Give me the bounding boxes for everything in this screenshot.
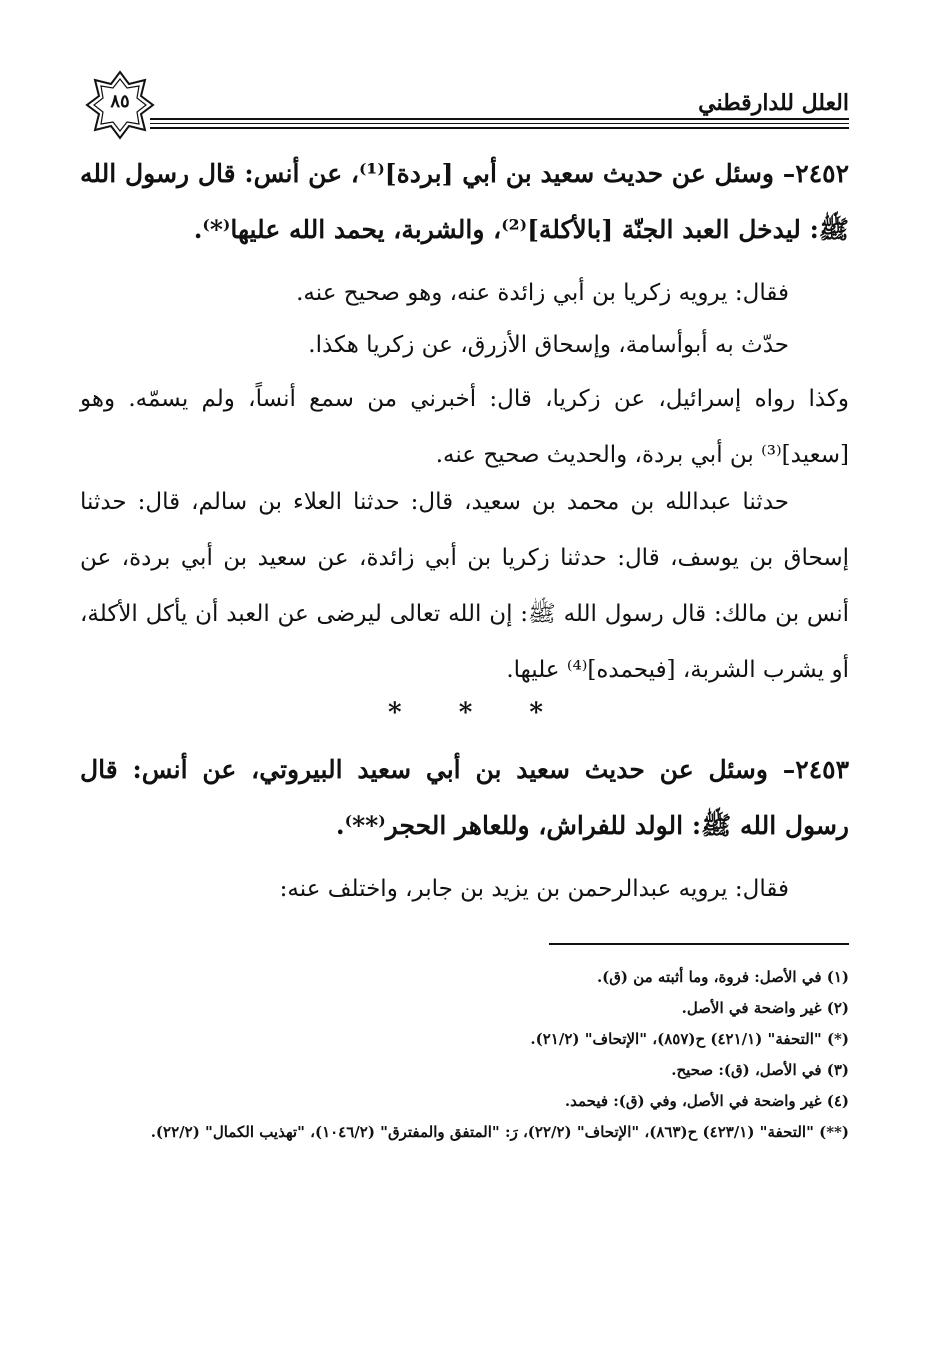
footnote: (**) "التحفة" (٤٢٣/١) ح(٨٦٣)، "الإتحاف" (٢٢/٢)، رَ: "المتفق والمفترق" (١٠٤٦/٢)، "تهذيب الكمال" (٢٢/٢). [150, 1123, 849, 1141]
footnote: (٢) غير واضحة في الأصل. [681, 999, 849, 1017]
paragraph: فقال: يرويه زكريا بن أبي زائدة عنه، وهو صحيح عنه. [296, 280, 789, 306]
footnote: (٤) غير واضحة في الأصل، وفي (ق): فيحمد. [564, 1092, 849, 1110]
paragraph: وكذا رواه إسرائيل، عن زكريا، قال: أخبرني من سمع أنساً، ولم يسمّه. وهو [سعيد]⁽³⁾ بن أبي بردة، والحديث صحيح عنه. [80, 386, 849, 468]
section-separator: * * * [388, 698, 543, 728]
entry-heading-2453: ٢٤٥٣– وسئل عن حديث سعيد بن أبي سعيد البيروتي، عن أنس: قال رسول الله ﷺ: الولد للفراش، وللعاهر الحجر⁽**⁾. [80, 755, 849, 840]
paragraph: حدّث به أبوأسامة، وإسحاق الأزرق، عن زكريا هكذا. [308, 332, 789, 358]
page-number: ٨٥ [110, 91, 130, 112]
footnote-rule [549, 943, 849, 945]
header-rule [150, 123, 849, 124]
footnote: (*) "التحفة" (٤٢١/١) ح(٨٥٧)، "الإتحاف" (٢١/٢). [530, 1030, 849, 1048]
footnotes [80, 962, 849, 1148]
footnote: (١) في الأصل: فروة، وما أثبته من (ق). [596, 968, 849, 986]
running-header-title: العلل للدارقطني [698, 90, 849, 116]
paragraph: فقال: يرويه عبدالرحمن بن يزيد بن جابر، واختلف عنه: [279, 876, 789, 902]
footnote: (٣) في الأصل، (ق): صحيح. [671, 1061, 849, 1079]
paragraph: حدثنا عبدالله بن محمد بن سعيد، قال: حدثنا العلاء بن سالم، قال: حدثنا إسحاق بن يوسف، قال: حدثنا زكريا بن أبي زائدة، عن سعيد بن أبي بردة، عن أنس بن مالك: قال رسول الله ﷺ: إن الله تعالى ليرضى عن العبد أن يأكل الأكلة، أو يشرب الشربة، [فيحمده]⁽⁴⁾ عليها. [80, 489, 849, 683]
header-rule [150, 118, 849, 120]
entry-heading-2452: ٢٤٥٢– وسئل عن حديث سعيد بن أبي [بردة]⁽¹⁾، عن أنس: قال رسول الله ﷺ: ليدخل العبد الجنّة [بالأكلة]⁽²⁾، والشربة، يحمد الله عليها⁽*⁾. [80, 159, 849, 244]
header-rule [150, 127, 849, 129]
